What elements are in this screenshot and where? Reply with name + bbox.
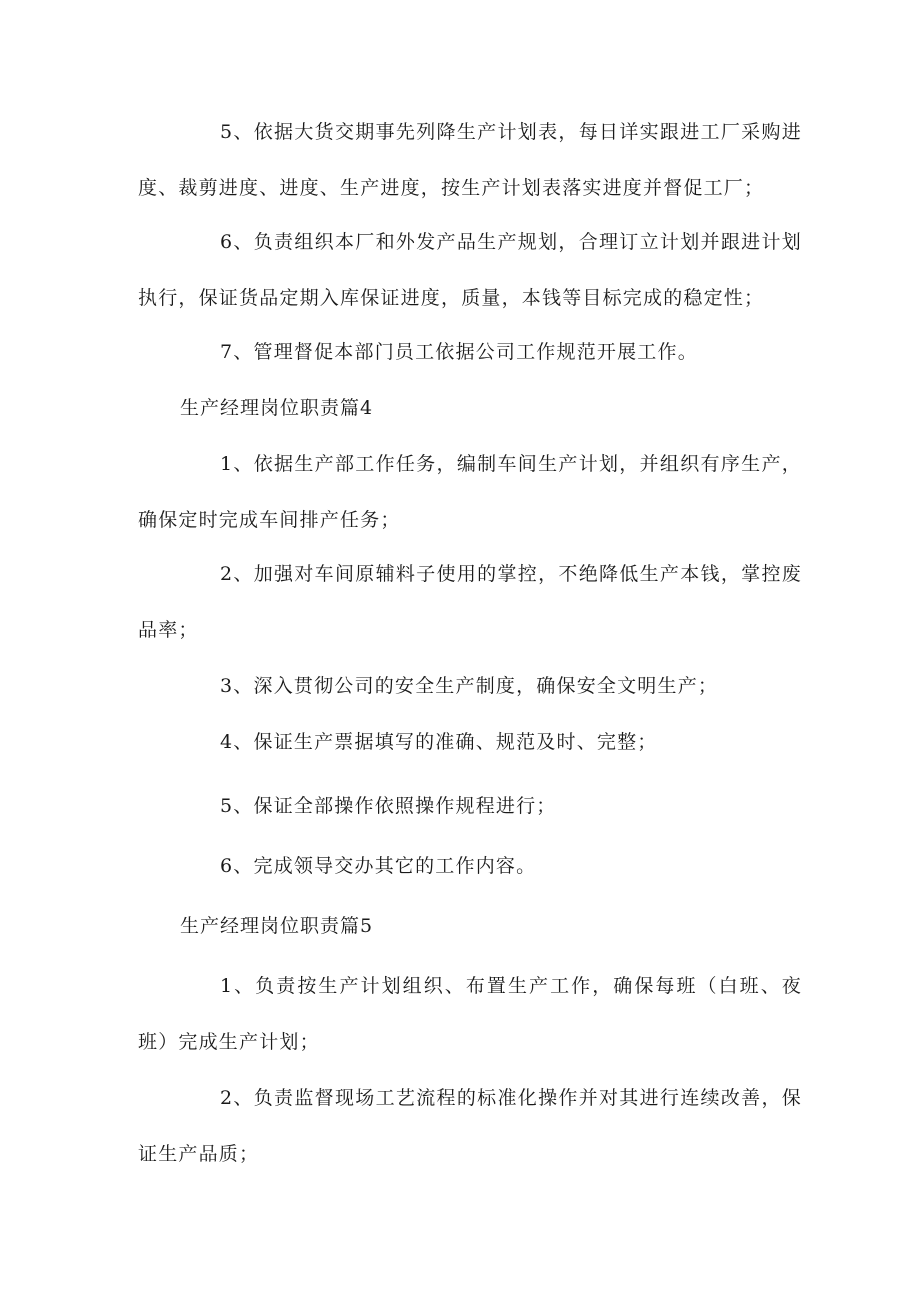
paragraph-s5-duty-1: 1、负责按生产计划组织、布置生产工作，确保每班（白班、夜班）完成生产计划；: [138, 975, 802, 1053]
section-heading-4: 生产经理岗位职责篇4: [180, 397, 374, 419]
section-heading-5: 生产经理岗位职责篇5: [180, 915, 374, 937]
paragraph-s5-duty-2: 2、负责监督现场工艺流程的标准化操作并对其进行连续改善，保证生产品质；: [138, 1087, 802, 1165]
paragraph-s4-duty-3: 3、深入贯彻公司的安全生产制度，确保安全文明生产；: [220, 675, 719, 697]
paragraph-s4-duty-6: 6、完成领导交办其它的工作内容。: [220, 855, 537, 877]
paragraph-duty-7-management: 7、管理督促本部门员工依据公司工作规范开展工作。: [220, 341, 698, 363]
paragraph-duty-5-schedule: 5、依据大货交期事先列降生产计划表，每日详实跟进工厂采购进度、裁剪进度、进度、生产进度，按生产计划表落实进度并督促工厂；: [138, 121, 802, 199]
paragraph-s4-duty-2: 2、加强对车间原辅料子使用的掌控，不绝降低生产本钱，掌控废品率；: [138, 563, 802, 641]
paragraph-duty-6-planning: 6、负责组织本厂和外发产品生产规划，合理订立计划并跟进计划执行，保证货品定期入库保证进度，质量，本钱等目标完成的稳定性；: [138, 231, 802, 309]
paragraph-s4-duty-1: 1、依据生产部工作任务，编制车间生产计划，并组织有序生产，确保定时完成车间排产任务；: [138, 453, 802, 531]
paragraph-s4-duty-4: 4、保证生产票据填写的准确、规范及时、完整；: [220, 731, 658, 753]
paragraph-s4-duty-5: 5、保证全部操作依照操作规程进行；: [220, 795, 557, 817]
